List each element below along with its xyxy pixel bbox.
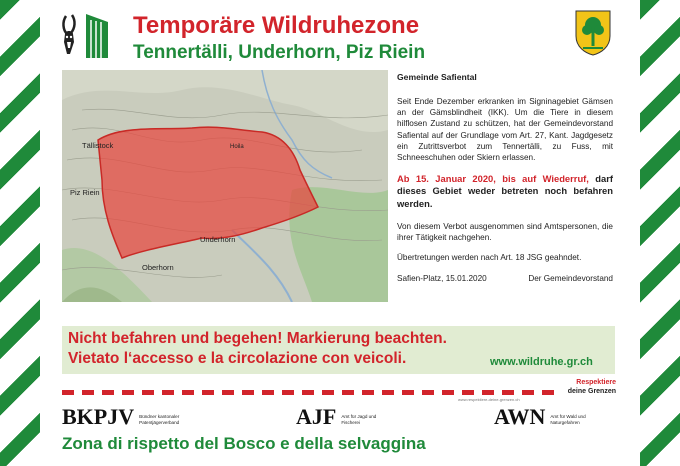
notice-para-3: Übertretungen werden nach Art. 18 JSG geahndet.	[397, 253, 582, 263]
notice-text	[397, 72, 613, 284]
org-bkpjv-desc: Bündner kantonaler Patentjägerverband	[139, 414, 180, 426]
place-date: Safien-Platz, 15.01.2020	[397, 273, 487, 283]
org-ajf-desc: Amt für Jagd und Fischerei	[341, 414, 377, 426]
notice-para-2: Von diesem Verbot ausgenommen sind Amtspersonen, die ihrer Tätigkeit nachgehen.	[397, 221, 613, 243]
notice-para-1: Seit Ende Dezember erkranken im Signinagebiet Gämsen an der Gämsblindheit (IKK). Um die Tiere in diesem hilflosen Zustand zu schützen, hat der Gemeindevorstand Safiental auf der Grundlage vom Art. 27, Kant. Jagdgesetz ein Zutrittsverbot zum Tennertälli, zu Fuss, mit Schneeschuhen oder Skiern erlassen.	[397, 96, 613, 163]
org-bkpjv	[62, 406, 193, 428]
red-white-divider	[62, 390, 554, 395]
org-ajf-abbr: AJF	[296, 404, 337, 429]
org-awn	[494, 406, 604, 428]
ban-date: Ab 15. Januar 2020, bis auf Wiederruf,	[397, 172, 589, 184]
respekt-url: www.respektiere-deine-grenzen.ch	[458, 397, 520, 402]
org-bkpjv-abbr: BKPJV	[62, 404, 135, 429]
org-awn-abbr: AWN	[494, 404, 546, 429]
org-awn-desc: Amt für Wald und Naturgefahren	[550, 414, 586, 426]
municipal-crest-icon	[575, 10, 611, 56]
respekt-logo	[566, 379, 616, 397]
warning-line-german: Nicht befahren und begehen! Markierung beachten.	[68, 330, 447, 347]
map-label-piz-riein: Piz Riein	[70, 188, 100, 197]
right-stripe-border	[640, 0, 680, 466]
warning-line-italian: Vietato l‘accesso e la circolazione con veicoli.	[68, 350, 407, 367]
wildruhe-link[interactable]: www.wildruhe.gr.ch	[490, 356, 593, 368]
map-label-oberhorn: Oberhorn	[142, 263, 174, 272]
notice-signature-line	[397, 273, 613, 284]
notice-ban	[397, 173, 613, 211]
left-stripe-border	[0, 0, 40, 466]
closure-area-map	[62, 70, 388, 302]
ibex-logo-icon	[58, 12, 110, 60]
notice-heading: Gemeinde Safiental	[397, 72, 477, 82]
map-label-underhorn: Underhorn	[200, 235, 236, 244]
org-ajf	[296, 406, 395, 428]
footer-zona: Zona di rispetto del Bosco e della selvaggina	[62, 434, 426, 453]
page-subtitle: Tennertälli, Underhorn, Piz Riein	[133, 42, 426, 63]
ban-text: darf dieses Gebiet weder betreten noch befahren werden.	[397, 172, 613, 210]
signature: Der Gemeindevorstand	[528, 273, 613, 283]
respekt-line-1: Respektiere	[576, 379, 616, 386]
page-title: Temporäre Wildruhezone	[133, 12, 420, 39]
map-label-hoila: Hoila	[230, 144, 244, 150]
map-label-tallistock: Tällistock	[82, 141, 114, 150]
respekt-line-2: deine Grenzen	[567, 387, 616, 395]
